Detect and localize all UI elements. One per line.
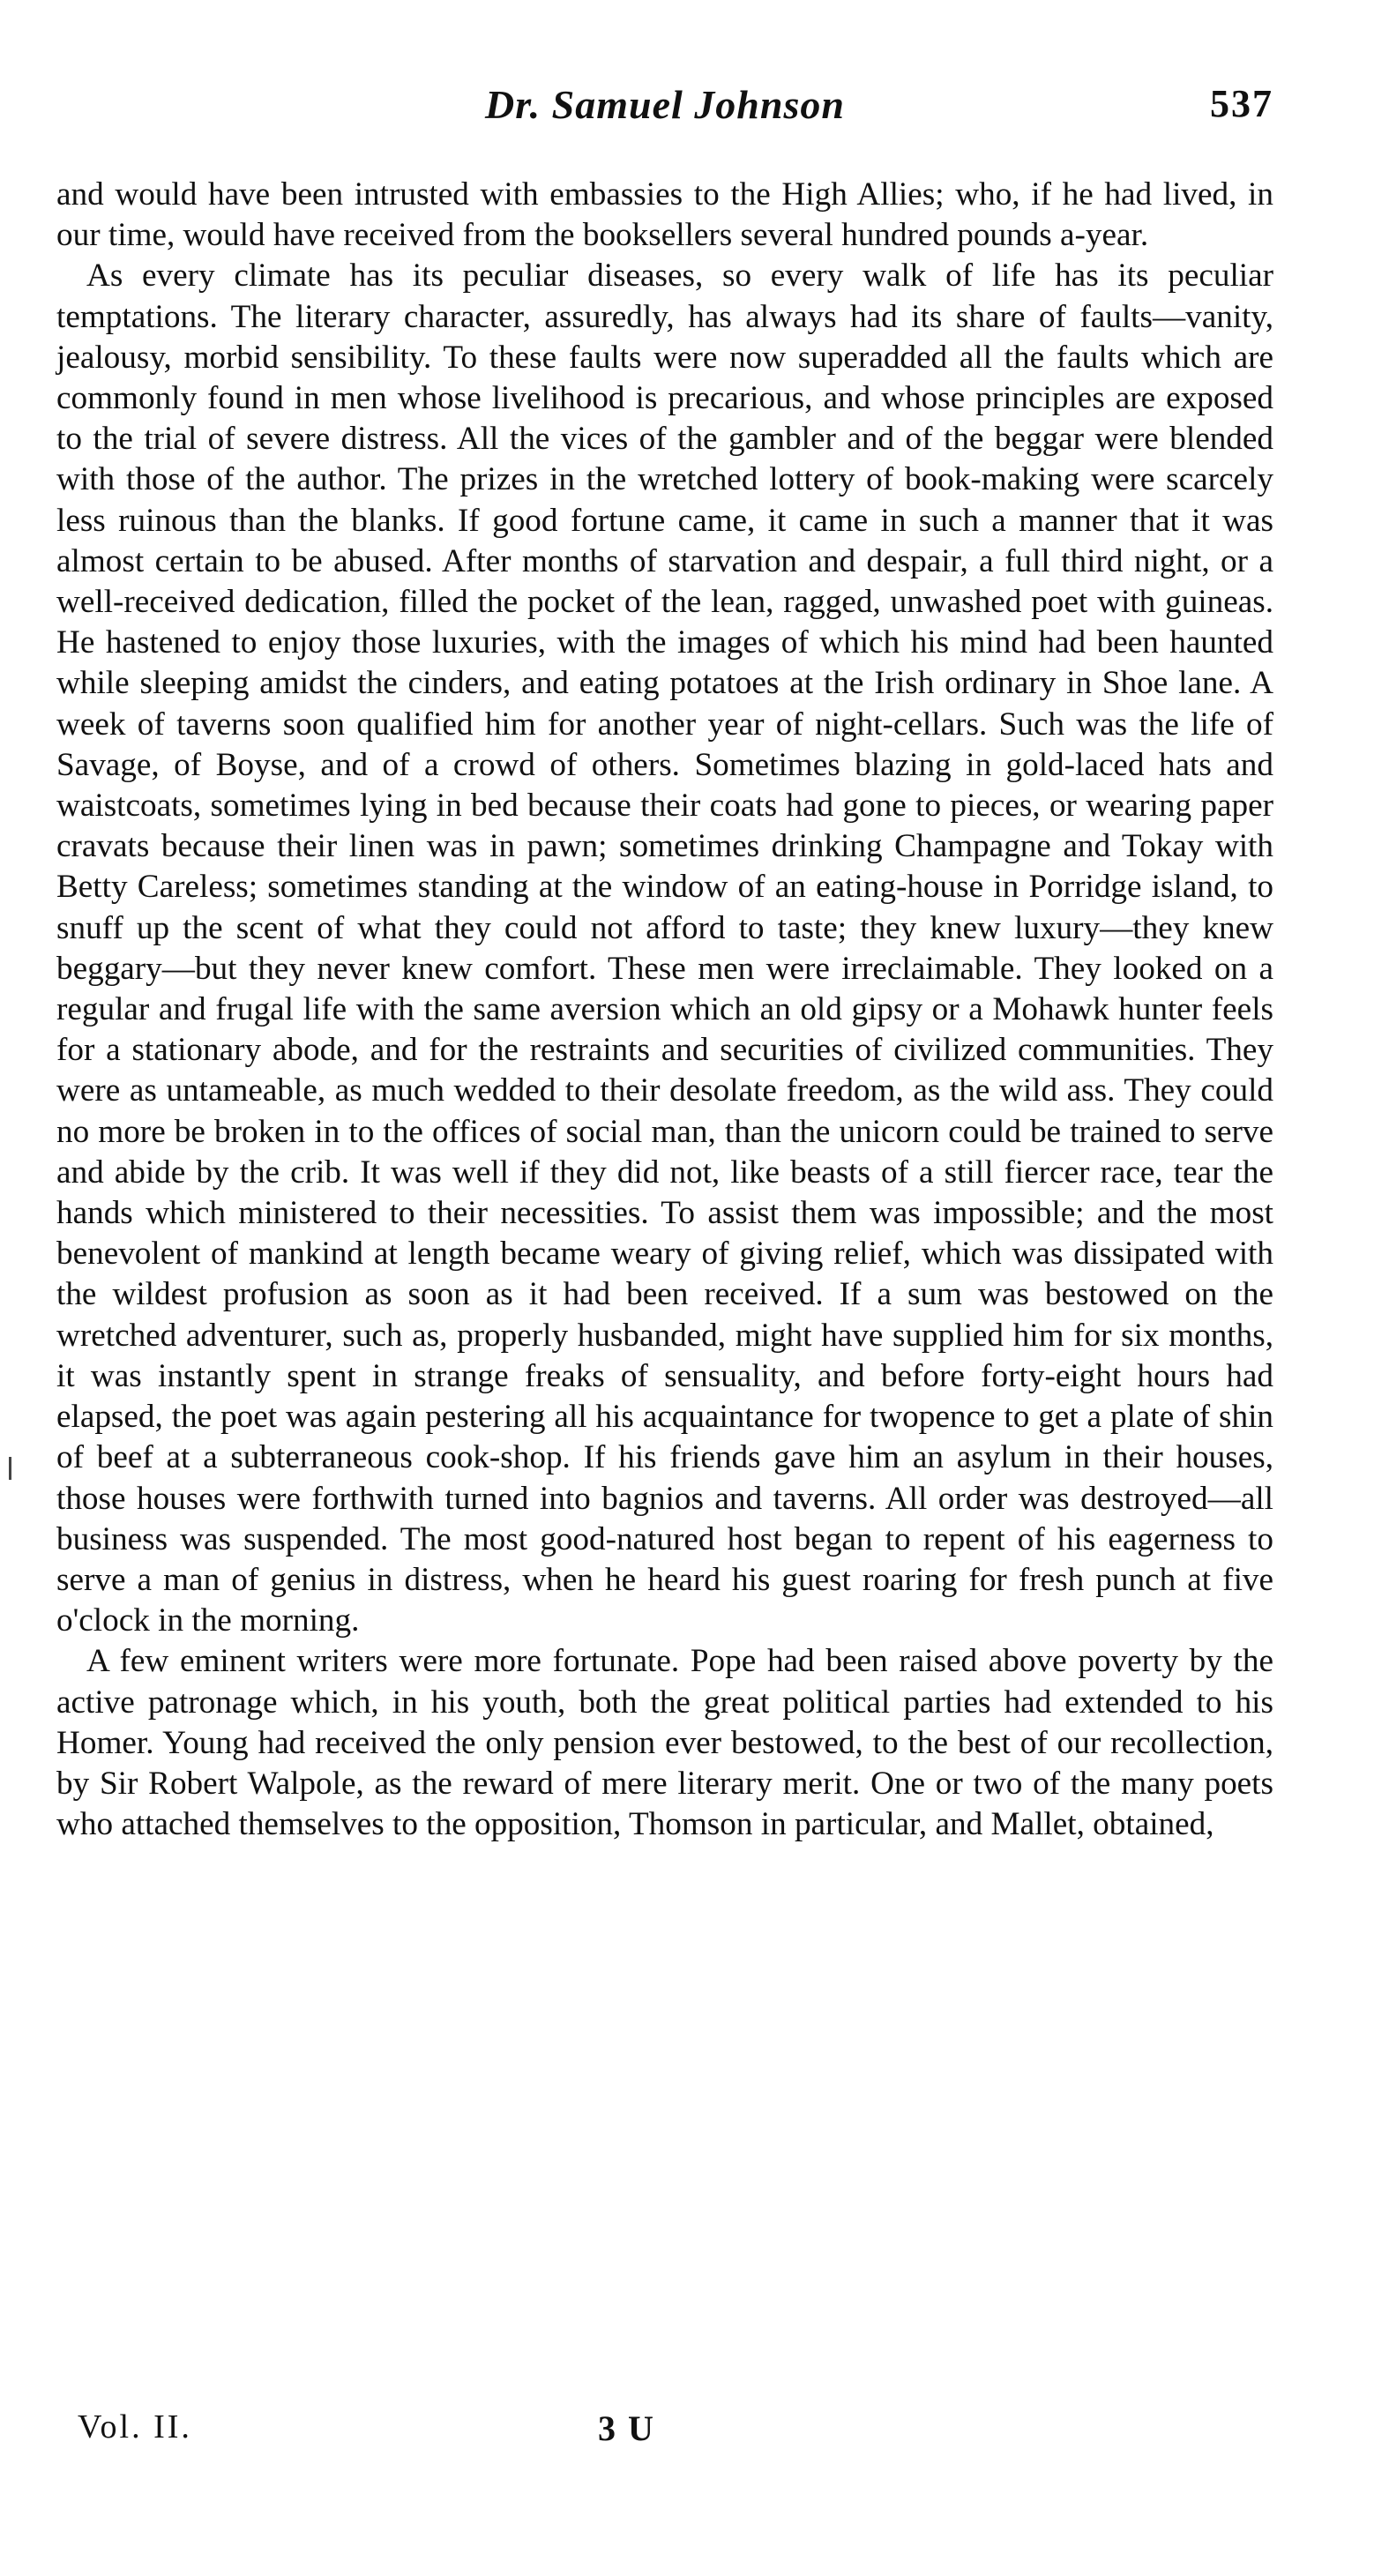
- paragraph-3: A few eminent writers were more fortunate. Pope had been raised above poverty by the active patronage which, in his youth, both the great political parties had extended to his Homer. Young had received the only pension ever bestowed, to the best of our recollection, by Sir Robert Walpole, as the reward of mere literary merit. One or two of the many poets who attached themselves to the opposition, Thomson in particular, and Mallet, obtained,: [56, 1643, 1273, 1843]
- volume-label: Vol. II.: [78, 2408, 192, 2445]
- running-head: [56, 81, 1273, 134]
- signature-mark: 3 U: [598, 2408, 655, 2448]
- body-text: [56, 175, 1273, 1845]
- margin-mark: [9, 1457, 11, 1480]
- paragraph-1: and would have been intrusted with embassies to the High Allies; who, if he had lived, in our time, would have received from the booksellers several hundred pounds a-year.: [56, 176, 1273, 254]
- footer: [78, 2408, 783, 2452]
- page-number: 537: [1210, 82, 1273, 125]
- running-title: Dr. Samuel Johnson: [485, 82, 845, 127]
- paragraph-2: As every climate has its peculiar diseases, so every walk of life has its peculiar temptations. The literary character, assuredly, has always had its share of faults—vanity, jealousy, morbid sensibility. To these faults were now superadded all the faults which are commonly found in men whose livelihood is precarious, and whose principles are exposed to the trial of severe distress. All the vices of the gambler and of the beggar were blended with those of the author. The prizes in the wretched lottery of book-making were scarcely less ruinous than the blanks. If good fortune came, it came in such a manner that it was almost certain to be abused. After months of starvation and despair, a full third night, or a well-received dedication, filled the pocket of the lean, ragged, unwashed poet with guineas. He hastened to enjoy those luxuries, with the images of which his mind had been haunted while sleeping amidst the cinders, and eating potatoes at the Irish ordinary in Shoe lane. A week of taverns soon qualified him for another year of night-cellars. Such was the life of Savage, of Boyse, and of a crowd of others. Sometimes blazing in gold-laced hats and waistcoats, sometimes lying in bed because their coats had gone to pieces, or wearing paper cravats because their linen was in pawn; sometimes drinking Champagne and Tokay with Betty Careless; sometimes standing at the window of an eating-house in Porridge island, to snuff up the scent of what they could not afford to taste; they knew luxury—they knew beggary—but they never knew comfort. These men were irreclaimable. They looked on a regular and frugal life with the same aversion which an old gipsy or a Mohawk hunter feels for a stationary abode, and for the restraints and securities of civilized communities. They were as untameable, as much wedded to their desolate freedom, as the wild ass. They could no more be broken in to the offices of social man, than the unicorn could be trained to serve and abide by the crib. It was well if they did not, like beasts of a still fiercer race, tear the hands which ministered to their necessities. To assist them was impossible; and the most benevolent of mankind at length became weary of giving relief, which was dissipated with the wildest profusion as soon as it had been received. If a sum was bestowed on the wretched adventurer, such as, properly husbanded, might have supplied him for six months, it was instantly spent in strange freaks of sensuality, and before forty-eight hours had elapsed, the poet was again pestering all his acquaintance for twopence to get a plate of shin of beef at a subterraneous cook-shop. If his friends gave him an asylum in their houses, those houses were forthwith turned into bagnios and taverns. All order was destroyed—all business was suspended. The most good-natured host began to repent of his eagerness to serve a man of genius in distress, when he heard his guest roaring for fresh punch at five o'clock in the morning.: [56, 258, 1273, 1639]
